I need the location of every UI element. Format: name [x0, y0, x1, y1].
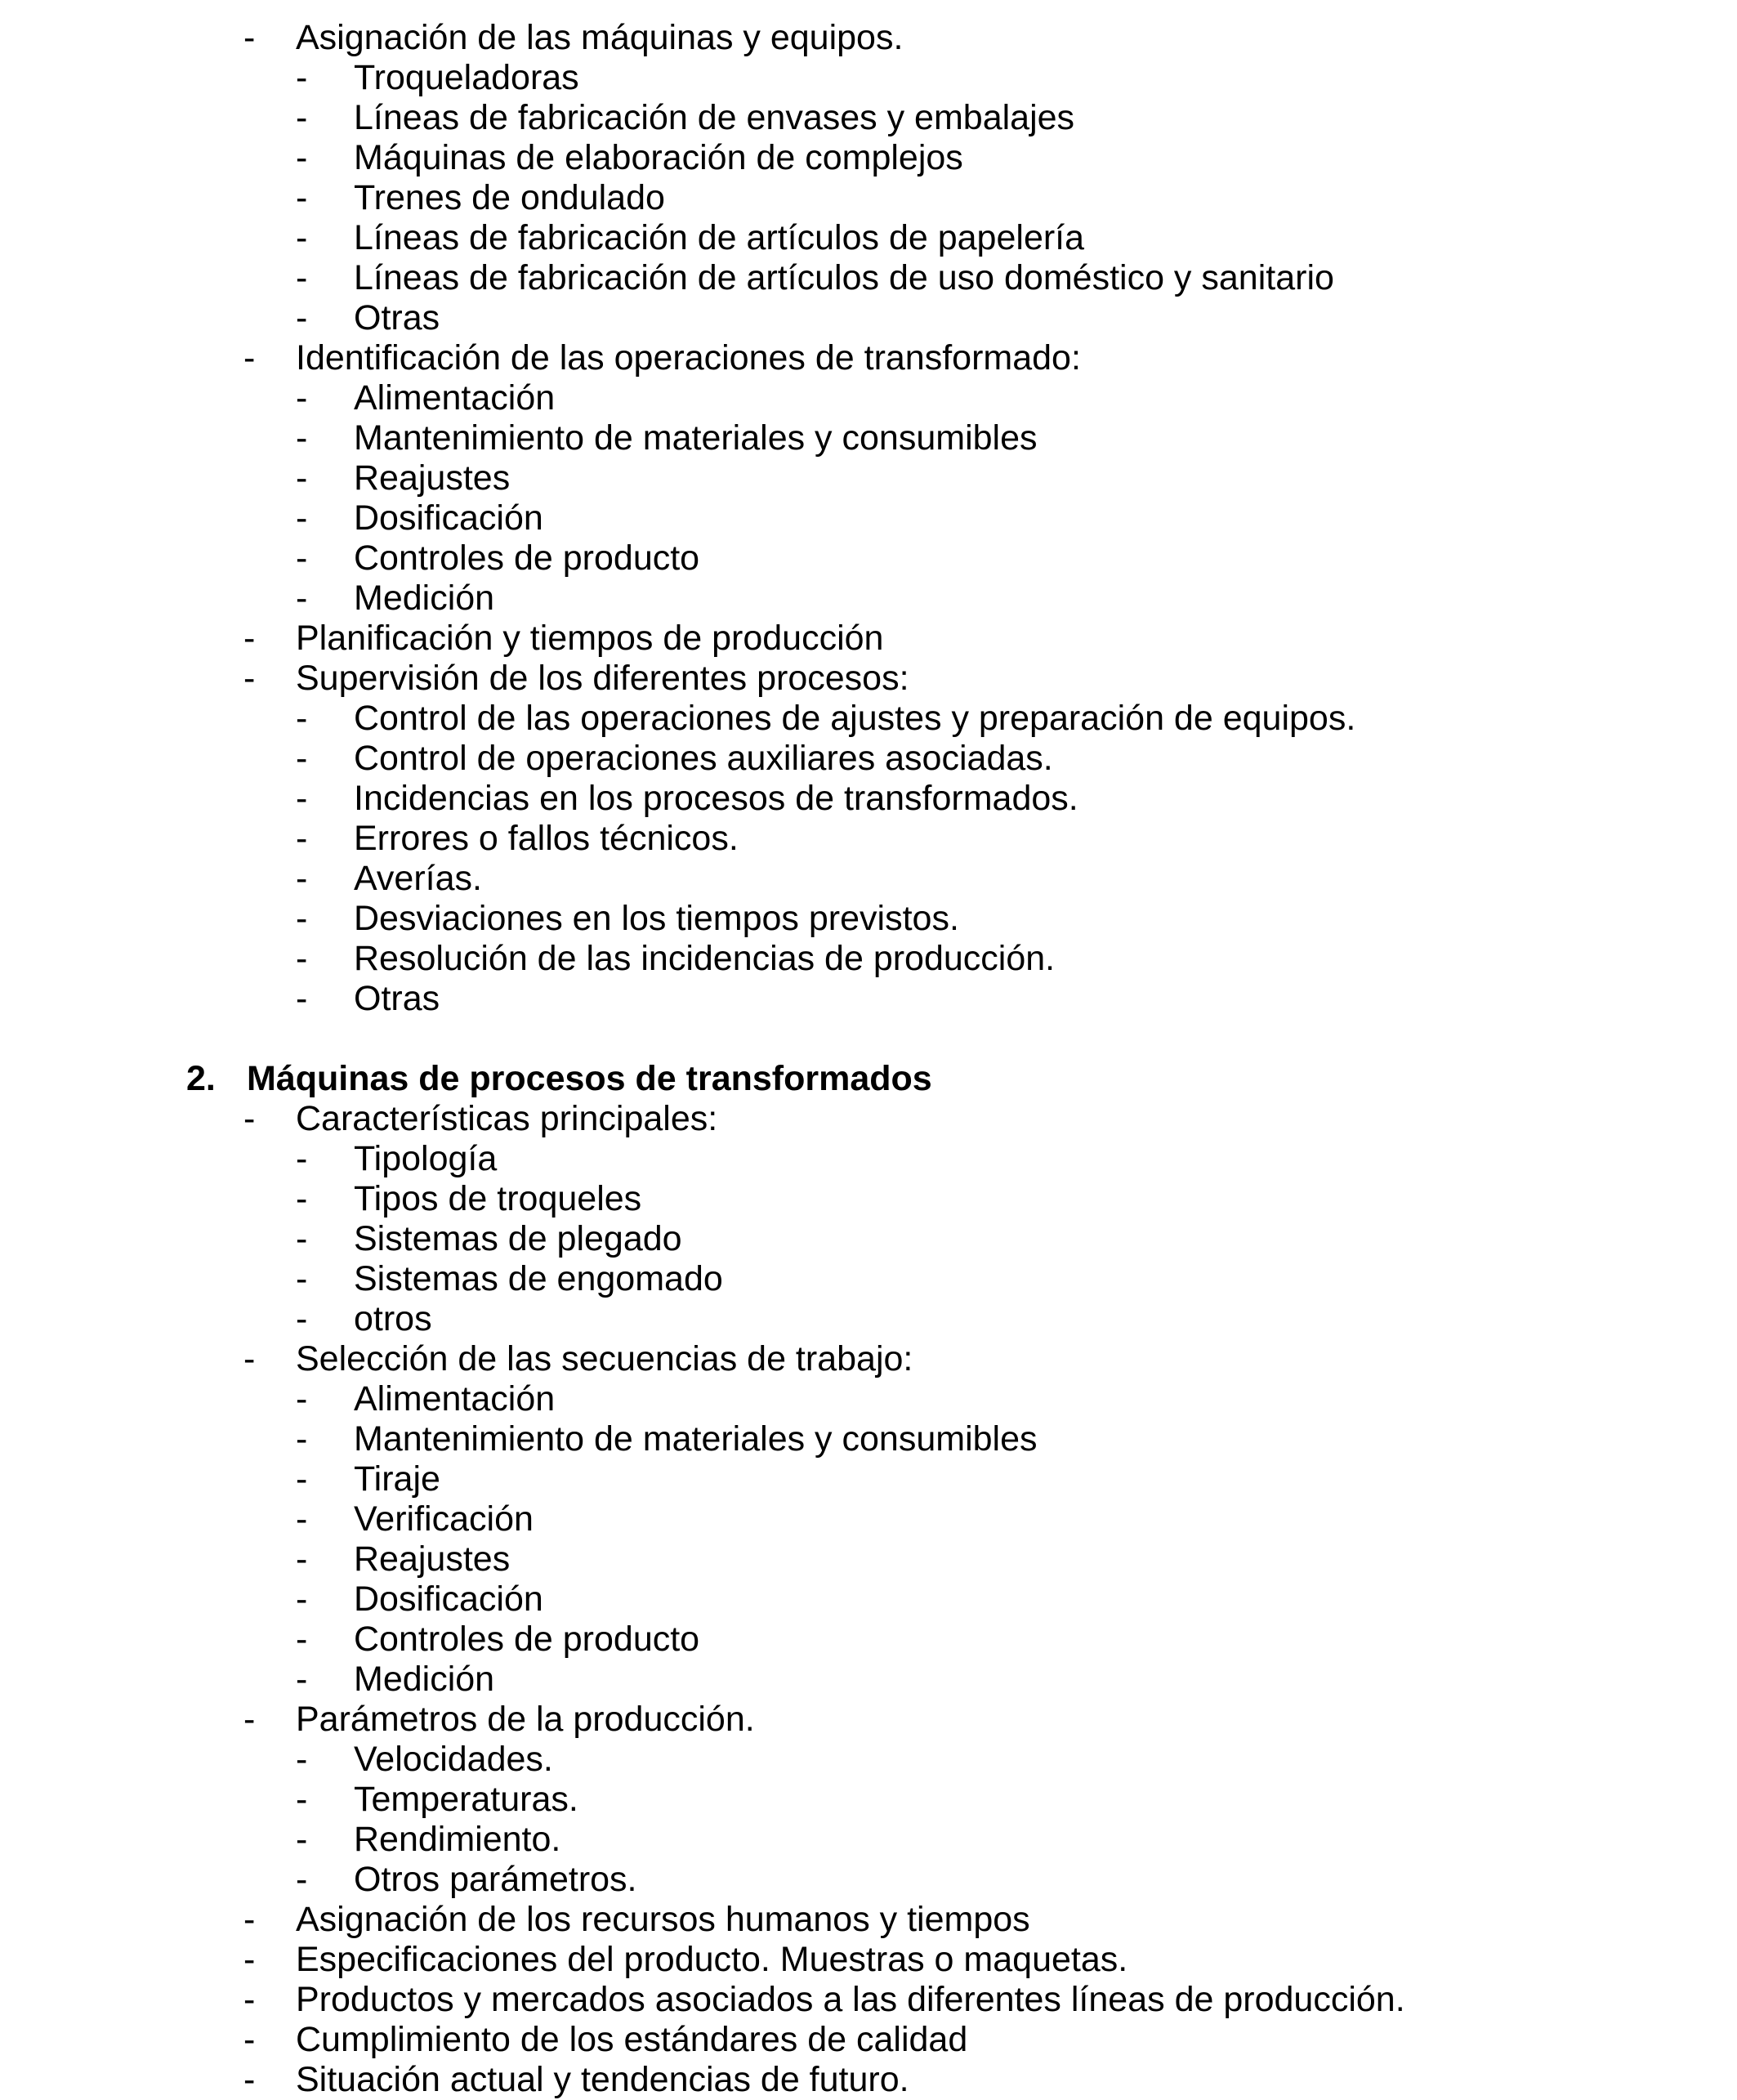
list-item-text: Incidencias en los procesos de transformados.	[354, 779, 1078, 818]
dash-bullet: -	[243, 2020, 256, 2059]
list-item-text: Verificación	[354, 1499, 534, 1539]
dash-bullet: -	[296, 1379, 308, 1419]
dash-bullet: -	[296, 1740, 308, 1779]
list-item-text: Dosificación	[354, 1579, 543, 1619]
list-item-text: Temperaturas.	[354, 1780, 578, 1819]
dash-bullet: -	[243, 1339, 256, 1378]
dash-bullet: -	[243, 1700, 256, 1739]
list-item-text: Errores o fallos técnicos.	[354, 819, 739, 858]
list-item-text: Selección de las secuencias de trabajo:	[296, 1339, 913, 1378]
dash-bullet: -	[296, 58, 308, 97]
list-item-text: Otras	[354, 979, 440, 1018]
list-item-text: Otras	[354, 298, 440, 337]
list-item-text: Mantenimiento de materiales y consumibles	[354, 418, 1038, 458]
list-item-text: Situación actual y tendencias de futuro.	[296, 2060, 909, 2099]
dash-bullet: -	[296, 579, 308, 618]
list-item-text: Mantenimiento de materiales y consumibles	[354, 1419, 1038, 1459]
list-item-text: Reajustes	[354, 1539, 511, 1579]
dash-bullet: -	[296, 979, 308, 1018]
list-item-text: Desviaciones en los tiempos previstos.	[354, 899, 959, 938]
dash-bullet: -	[296, 218, 308, 257]
list-item-text: Líneas de fabricación de artículos de papelería	[354, 218, 1085, 257]
list-item-text: Productos y mercados asociados a las diferentes líneas de producción.	[296, 1980, 1405, 2019]
dash-bullet: -	[296, 699, 308, 738]
list-item-text: Dosificación	[354, 498, 543, 538]
dash-bullet: -	[243, 619, 256, 658]
list-item-text: Resolución de las incidencias de producción.	[354, 939, 1056, 978]
list-item-text: Averías.	[354, 859, 482, 898]
dash-bullet: -	[296, 1179, 308, 1218]
dash-bullet: -	[296, 298, 308, 337]
list-item-text: Tipología	[354, 1139, 498, 1178]
list-item-text: Tipos de troqueles	[354, 1179, 642, 1218]
dash-bullet: -	[243, 18, 256, 57]
dash-bullet: -	[296, 1419, 308, 1459]
dash-bullet: -	[243, 1940, 256, 1979]
dash-bullet: -	[296, 779, 308, 818]
list-item-text: Sistemas de engomado	[354, 1259, 723, 1298]
list-item-text: otros	[354, 1299, 432, 1338]
section-number: 2.	[186, 1059, 216, 1098]
list-item-text: Especificaciones del producto. Muestras o maquetas.	[296, 1940, 1128, 1979]
list-item-text: Medición	[354, 579, 495, 618]
dash-bullet: -	[243, 338, 256, 378]
list-item-text: Controles de producto	[354, 538, 700, 578]
dash-bullet: -	[296, 1780, 308, 1819]
dash-bullet: -	[296, 138, 308, 177]
dash-bullet: -	[296, 1299, 308, 1338]
dash-bullet: -	[296, 98, 308, 137]
section-title: Máquinas de procesos de transformados	[247, 1059, 932, 1098]
list-item-text: Medición	[354, 1660, 495, 1699]
dash-bullet: -	[296, 498, 308, 538]
dash-bullet: -	[296, 458, 308, 498]
dash-bullet: -	[296, 378, 308, 418]
dash-bullet: -	[243, 1099, 256, 1138]
dash-bullet: -	[243, 2060, 256, 2099]
list-item-text: Líneas de fabricación de artículos de uso doméstico y sanitario	[354, 258, 1334, 297]
dash-bullet: -	[296, 1860, 308, 1899]
dash-bullet: -	[296, 859, 308, 898]
list-item-text: Tiraje	[354, 1459, 440, 1499]
dash-bullet: -	[296, 1539, 308, 1579]
dash-bullet: -	[296, 939, 308, 978]
list-item-text: Líneas de fabricación de envases y embalajes	[354, 98, 1075, 137]
dash-bullet: -	[296, 1499, 308, 1539]
list-item-text: Supervisión de los diferentes procesos:	[296, 659, 909, 698]
dash-bullet: -	[296, 1139, 308, 1178]
list-item-text: Control de operaciones auxiliares asociadas.	[354, 739, 1053, 778]
dash-bullet: -	[296, 739, 308, 778]
dash-bullet: -	[296, 1459, 308, 1499]
list-item-text: Características principales:	[296, 1099, 718, 1138]
dash-bullet: -	[296, 1820, 308, 1859]
list-item-text: Máquinas de elaboración de complejos	[354, 138, 963, 177]
dash-bullet: -	[296, 178, 308, 217]
list-item-text: Reajustes	[354, 458, 511, 498]
list-item-text: Identificación de las operaciones de transformado:	[296, 338, 1081, 378]
dash-bullet: -	[296, 1219, 308, 1258]
dash-bullet: -	[296, 1259, 308, 1298]
dash-bullet: -	[296, 258, 308, 297]
list-item-text: Control de las operaciones de ajustes y preparación de equipos.	[354, 699, 1356, 738]
list-item-text: Alimentación	[354, 1379, 556, 1419]
list-item-text: Alimentación	[354, 378, 556, 418]
dash-bullet: -	[296, 1660, 308, 1699]
dash-bullet: -	[296, 538, 308, 578]
dash-bullet: -	[296, 1620, 308, 1659]
dash-bullet: -	[243, 1980, 256, 2019]
dash-bullet: -	[296, 1579, 308, 1619]
list-item-text: Otros parámetros.	[354, 1860, 637, 1899]
list-item-text: Controles de producto	[354, 1620, 700, 1659]
list-item-text: Sistemas de plegado	[354, 1219, 682, 1258]
list-item-text: Parámetros de la producción.	[296, 1700, 755, 1739]
list-item-text: Troqueladoras	[354, 58, 579, 97]
list-item-text: Asignación de las máquinas y equipos.	[296, 18, 904, 57]
dash-bullet: -	[296, 899, 308, 938]
dash-bullet: -	[243, 1900, 256, 1939]
list-item-text: Velocidades.	[354, 1740, 553, 1779]
list-item-text: Rendimiento.	[354, 1820, 561, 1859]
dash-bullet: -	[243, 659, 256, 698]
dash-bullet: -	[296, 819, 308, 858]
list-item-text: Asignación de los recursos humanos y tiempos	[296, 1900, 1030, 1939]
dash-bullet: -	[296, 418, 308, 458]
list-item-text: Trenes de ondulado	[354, 178, 665, 217]
list-item-text: Cumplimiento de los estándares de calidad	[296, 2020, 968, 2059]
list-item-text: Planificación y tiempos de producción	[296, 619, 884, 658]
